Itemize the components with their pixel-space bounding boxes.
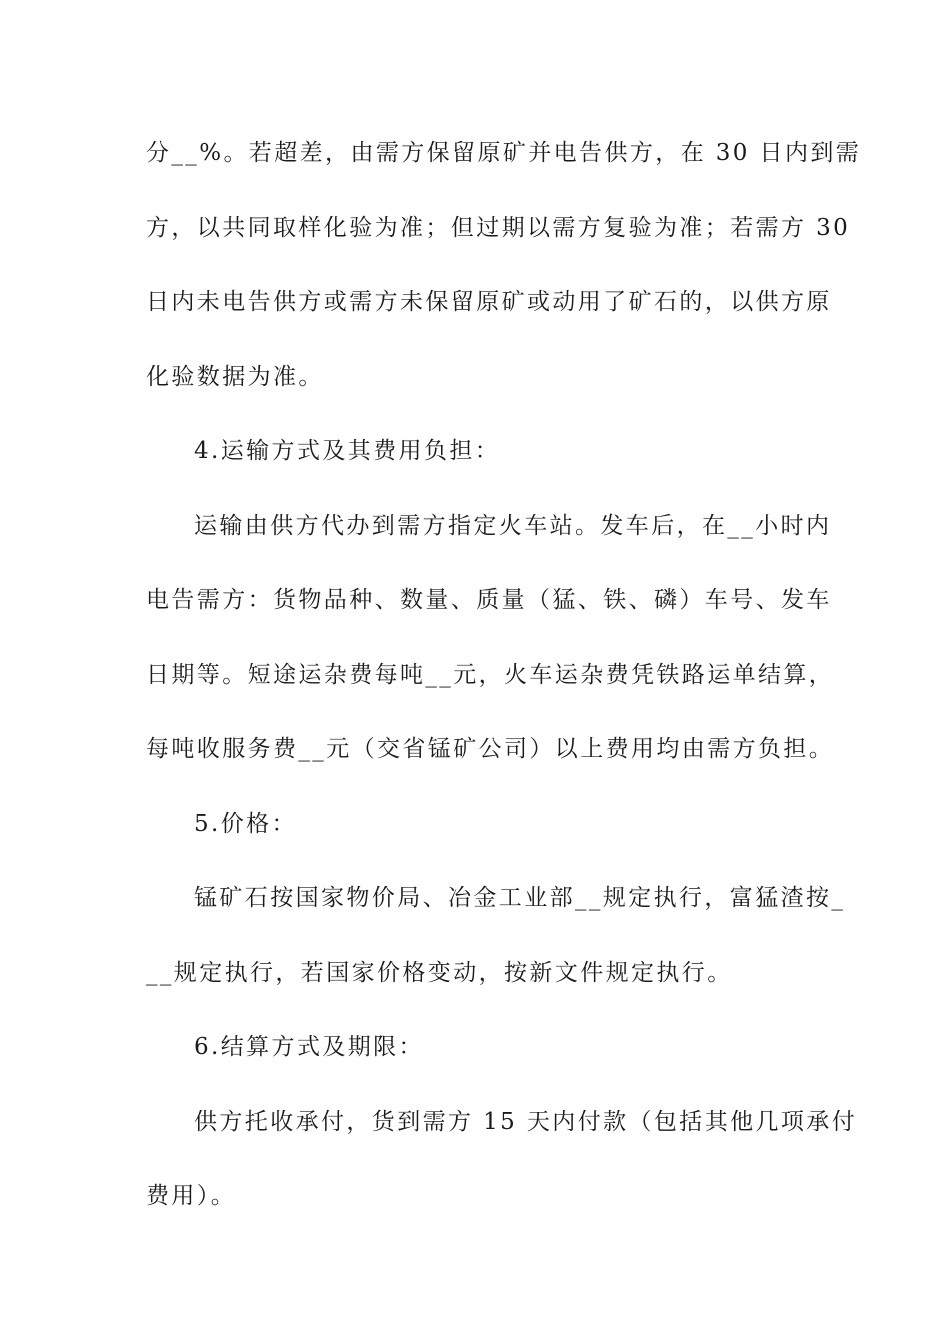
paragraph-line: 化验数据为准。 [146, 363, 324, 390]
section-heading-transport: 4.运输方式及其费用负担： [194, 438, 501, 464]
section-heading-price: 5.价格： [194, 810, 297, 837]
paragraph-line: 日内未电告供方或需方未保留原矿或动用了矿石的，以供方原 [146, 289, 832, 315]
section-heading-settlement: 6.结算方式及期限： [194, 1034, 424, 1060]
paragraph-line: __规定执行，若国家价格变动，按新文件规定执行。 [146, 959, 733, 986]
paragraph-line: 费用）。 [146, 1183, 237, 1209]
paragraph-line: 电告需方：货物品种、数量、质量（猛、铁、磷）车号、发车 [146, 587, 832, 613]
paragraph-line: 每吨收服务费__元（交省锰矿公司）以上费用均由需方负担。 [146, 736, 835, 762]
paragraph-line: 运输由供方代办到需方指定火车站。发车后，在__小时内 [194, 512, 832, 539]
paragraph-line: 分__%。若超差，由需方保留原矿并电告供方，在 30 日内到需 [146, 140, 862, 166]
paragraph-line: 方，以共同取样化验为准；但过期以需方复验为准；若需方 30 [146, 214, 851, 241]
paragraph-line: 锰矿石按国家物价局、冶金工业部__规定执行，富猛渣按_ [194, 885, 846, 911]
paragraph-line: 日期等。短途运杂费每吨__元，火车运杂费凭铁路运单结算， [146, 661, 835, 688]
document-body [146, 127, 862, 1245]
paragraph-line: 供方托收承付，货到需方 15 天内付款（包括其他几项承付 [194, 1108, 858, 1135]
